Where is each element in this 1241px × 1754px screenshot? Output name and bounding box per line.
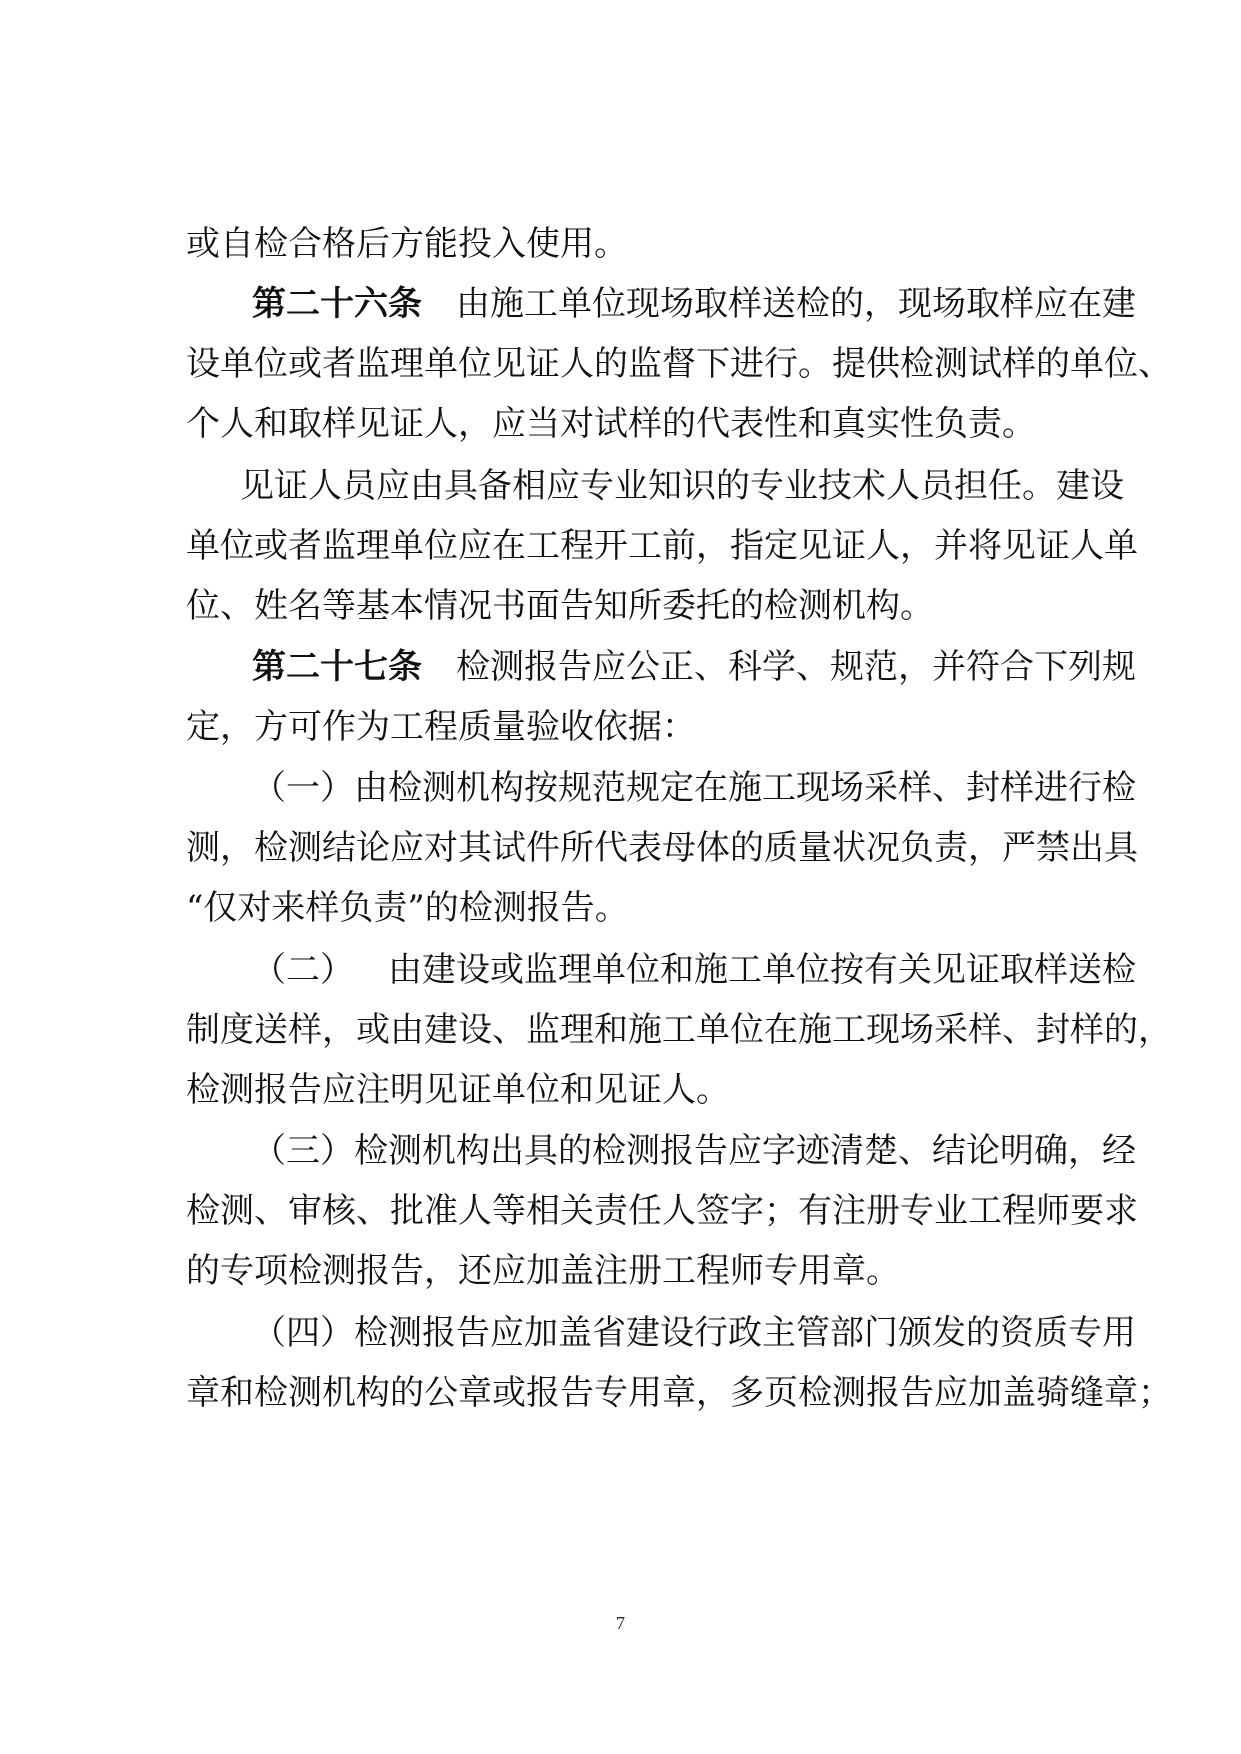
text-line: 单位或者监理单位应在工程开工前，指定见证人，并将见证人单 — [186, 526, 1138, 566]
text-line: 制度送样，或由建设、监理和施工单位在施工现场采样、封样的， — [186, 1010, 1172, 1050]
article-number: 第二十六条 — [252, 284, 422, 324]
text-line: 设单位或者监理单位见证人的监督下进行。提供检测试样的单位、 — [186, 344, 1172, 384]
text-line: 见证人员应由具备相应专业知识的专业技术人员担任。建设 — [240, 466, 1124, 506]
item-2-line: （二） 由建设或监理单位和施工单位按有关见证取样送检 — [252, 950, 1136, 990]
text-line: “仅对来样负责”的检测报告。 — [186, 888, 629, 928]
text-line: 章和检测机构的公章或报告专用章，多页检测报告应加盖骑缝章； — [186, 1373, 1172, 1413]
text-line: 或自检合格后方能投入使用。 — [186, 224, 628, 264]
text-line: 个人和取样见证人，应当对试样的代表性和真实性负责。 — [186, 404, 1036, 444]
text-line: 检测报告应注明见证单位和见证人。 — [186, 1070, 730, 1110]
text-line: 位、姓名等基本情况书面告知所委托的检测机构。 — [186, 586, 934, 626]
text-line: 定，方可作为工程质量验收依据： — [186, 707, 696, 747]
text-line: 检测、审核、批准人等相关责任人签字；有注册专业工程师要求 — [186, 1191, 1138, 1231]
item-3-line: （三）检测机构出具的检测报告应字迹清楚、结论明确，经 — [252, 1131, 1136, 1171]
text-line: 的专项检测报告，还应加盖注册工程师专用章。 — [186, 1251, 900, 1291]
article-26-heading-line: 第二十六条 由施工单位现场取样送检的，现场取样应在建 — [252, 284, 1136, 324]
page-number: 7 — [616, 1613, 625, 1633]
text-line: 测，检测结论应对其试件所代表母体的质量状况负责，严禁出具 — [186, 828, 1138, 868]
item-1-line: （一）由检测机构按规范规定在施工现场采样、封样进行检 — [252, 768, 1136, 808]
article-number: 第二十七条 — [252, 647, 422, 687]
item-4-line: （四）检测报告应加盖省建设行政主管部门颁发的资质专用 — [252, 1313, 1136, 1353]
article-27-heading-line: 第二十七条 检测报告应公正、科学、规范，并符合下列规 — [252, 647, 1136, 687]
